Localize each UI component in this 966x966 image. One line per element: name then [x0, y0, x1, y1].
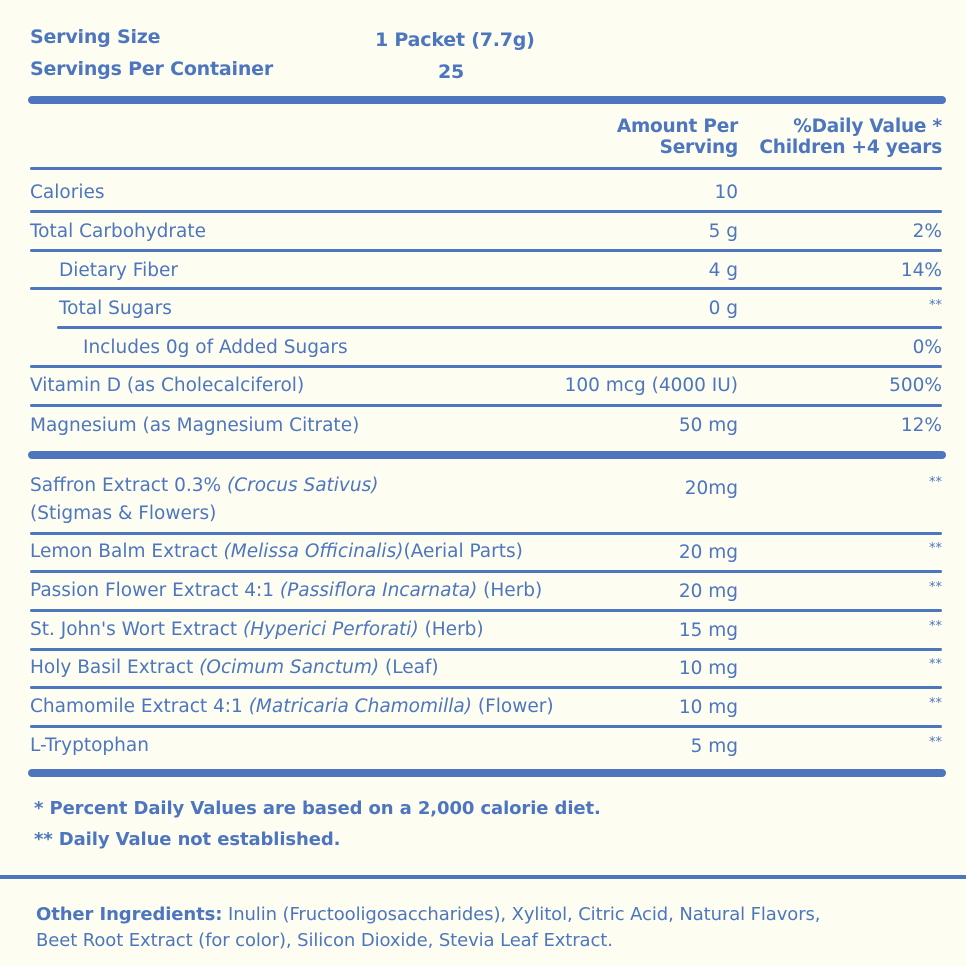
nutrient-amount: 5 g [708, 221, 738, 242]
ingredient-dv: ** [929, 541, 942, 556]
nutrient-name: Includes 0g of Added Sugars [83, 337, 348, 358]
divider [30, 532, 942, 535]
divider [30, 249, 942, 252]
ingredient-latin-name: (Passiflora Incarnata) [279, 580, 478, 601]
nutrient-dv: 14% [900, 260, 942, 281]
daily-value-header [759, 116, 942, 158]
ingredient-amount: 5 mg [690, 736, 738, 757]
divider [30, 167, 942, 170]
nutrient-name: Magnesium (as Magnesium Citrate) [30, 415, 360, 436]
nutrient-amount: 4 g [708, 260, 738, 281]
divider [30, 210, 942, 213]
serving-size-value: 1 Packet (7.7g) [375, 29, 535, 51]
nutrient-amount: 100 mcg (4000 IU) [564, 375, 738, 396]
divider-thick-bottom [28, 769, 946, 777]
ingredient-latin-name: (Melissa Officinalis) [223, 541, 404, 562]
nutrient-name: Dietary Fiber [59, 260, 178, 281]
ingredient-amount: 10 mg [678, 697, 738, 718]
divider [30, 686, 942, 689]
divider [30, 365, 942, 368]
ingredient-name: Lemon Balm Extract (Melissa Officinalis)(Aerial Parts) [30, 541, 523, 562]
other-ingredients-line2: Beet Root Extract (for color), Silicon Dioxide, Stevia Leaf Extract. [36, 930, 613, 951]
nutrient-name: Vitamin D (as Cholecalciferol) [30, 375, 305, 396]
servings-per-container-value: 25 [438, 61, 465, 83]
ingredient-amount: 20 mg [678, 581, 738, 602]
ingredient-dv: ** [929, 475, 942, 490]
ingredient-name-line2: (Stigmas & Flowers) [30, 503, 217, 524]
ingredient-dv: ** [929, 735, 942, 750]
nutrient-name: Calories [30, 182, 105, 203]
divider [30, 648, 942, 651]
divider [30, 725, 942, 728]
ingredient-amount: 20mg [684, 478, 738, 499]
ingredient-name: Chamomile Extract 4:1 (Matricaria Chamomilla) (Flower) [30, 696, 554, 717]
ingredient-name: Passion Flower Extract 4:1 (Passiflora Incarnata) (Herb) [30, 580, 543, 601]
other-ingredients-label: Other Ingredients: [36, 904, 223, 925]
ingredient-name: Saffron Extract 0.3% (Crocus Sativus) [30, 475, 379, 496]
servings-per-container-label: Servings Per Container [30, 58, 274, 80]
ingredient-latin-name: (Matricaria Chamomilla) [248, 696, 472, 717]
divider [30, 404, 942, 407]
ingredient-latin-name: (Hyperici Perforati) [243, 619, 419, 640]
ingredient-name: St. John's Wort Extract (Hyperici Perforati) (Herb) [30, 619, 484, 640]
dv-header-line1: %Daily Value * [793, 116, 942, 137]
nutrient-dv: 12% [900, 415, 942, 436]
nutrient-amount: 10 [714, 182, 738, 203]
divider-full-width [0, 875, 966, 879]
ingredient-dv: ** [929, 619, 942, 634]
ingredient-latin-name: (Ocimum Sanctum) [199, 657, 380, 678]
other-ingredients-line1: Other Ingredients: Inulin (Fructooligosaccharides), Xylitol, Citric Acid, Natural Flavors, [36, 904, 821, 925]
ingredient-amount: 10 mg [678, 658, 738, 679]
ingredient-dv: ** [929, 696, 942, 711]
footnote-not-established: ** Daily Value not established. [34, 829, 341, 850]
divider [57, 326, 942, 329]
nutrient-amount: 50 mg [678, 415, 738, 436]
nutrient-dv: 500% [889, 375, 942, 396]
nutrient-amount: 0 g [708, 298, 738, 319]
dv-header-line2: Children +4 years [759, 137, 942, 158]
nutrient-name: Total Carbohydrate [30, 221, 207, 242]
amount-header-line1: Amount Per [616, 116, 738, 137]
divider [30, 287, 942, 290]
serving-size-label: Serving Size [30, 26, 161, 48]
ingredient-latin-name: (Crocus Sativus) [226, 475, 379, 496]
ingredient-amount: 20 mg [678, 542, 738, 563]
other-ingredients [36, 902, 946, 954]
nutrient-dv: 2% [912, 221, 942, 242]
footnote-daily-values: * Percent Daily Values are based on a 2,000 calorie diet. [34, 798, 601, 819]
amount-header-line2: Serving [659, 137, 738, 158]
ingredient-row [30, 474, 942, 528]
ingredient-amount: 15 mg [678, 620, 738, 641]
ingredient-name: Holy Basil Extract (Ocimum Sanctum) (Leaf) [30, 657, 439, 678]
nutrient-dv: 0% [912, 337, 942, 358]
divider-thick-middle [28, 451, 946, 459]
ingredient-name: L-Tryptophan [30, 735, 149, 756]
divider [30, 570, 942, 573]
nutrient-dv: ** [929, 298, 942, 313]
nutrient-name: Total Sugars [59, 298, 172, 319]
ingredient-dv: ** [929, 580, 942, 595]
divider-thick-top [28, 96, 946, 104]
divider [30, 609, 942, 612]
amount-per-serving-header [617, 116, 738, 158]
ingredient-dv: ** [929, 657, 942, 672]
